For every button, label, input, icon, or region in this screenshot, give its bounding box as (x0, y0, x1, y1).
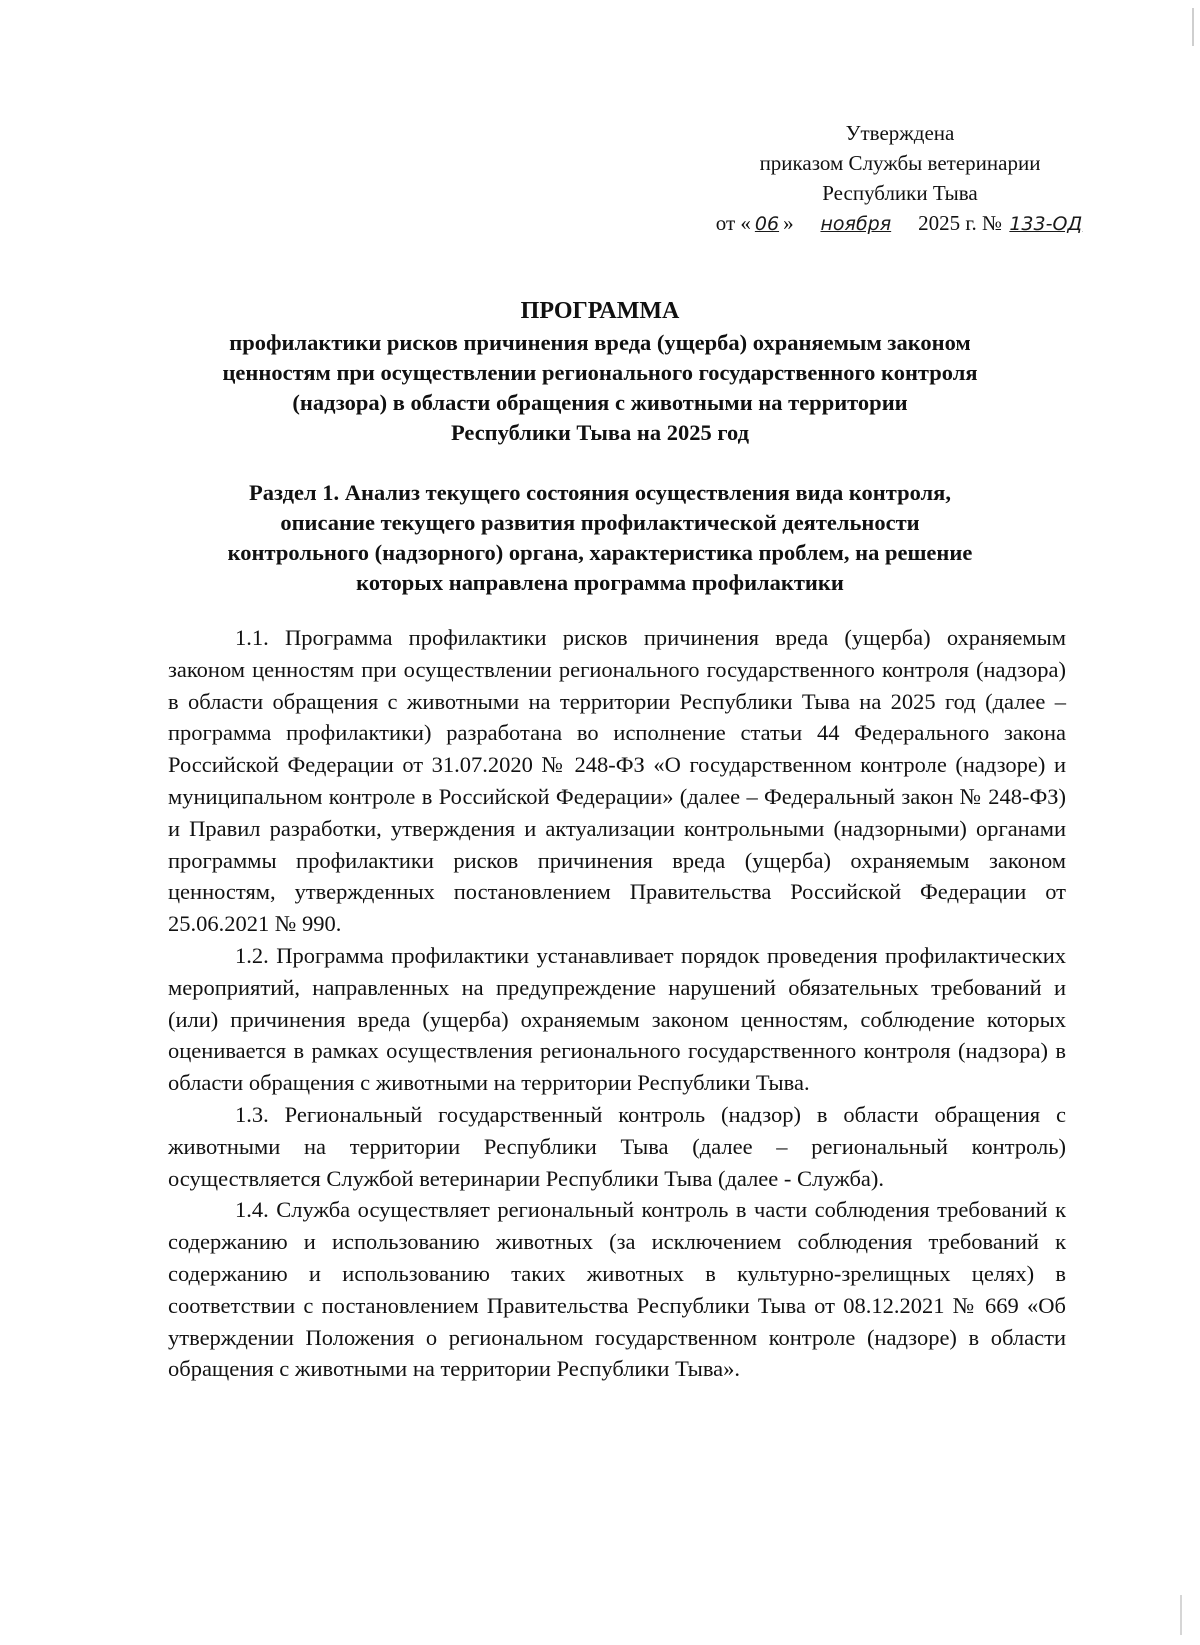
program-heading: ПРОГРАММА (520, 298, 680, 324)
paragraph-1-2: 1.2. Программа профилактики устанавливает порядок проведения профилактических мероприятий, направленных на предупреждение нарушений обязательных требований и (или) причинения вреда (ущерба) охраняемым законом ценностям, соблюдение которых оценивается в рамках осуществления регионального государственного контроля (надзора) в области обращения с животными на территории Республики Тыва. (168, 942, 1066, 1096)
approval-line-3: Республики Тыва (822, 181, 978, 205)
section-heading-line: контрольного (надзорного) органа, характеристика проблем, на решение (227, 540, 973, 565)
section-heading-line: которых направлена программа профилактики (356, 570, 844, 595)
document-body (168, 622, 1066, 1385)
program-title (150, 296, 1050, 448)
date-prefix: от « (715, 211, 751, 235)
program-title-line: ценностям при осуществлении регионального государственного контроля (222, 360, 978, 385)
section-1-heading (150, 478, 1050, 598)
section-heading-line: описание текущего развития профилактической деятельности (280, 510, 920, 535)
section-heading-line: Раздел 1. Анализ текущего состояния осуществления вида контроля, (249, 480, 951, 505)
handwritten-day: 06 (754, 213, 780, 235)
program-title-line: Республики Тыва на 2025 год (450, 420, 750, 445)
paragraph-1-3: 1.3. Региональный государственный контроль (надзор) в области обращения с животными на территории Республики Тыва (далее – региональный контроль) осуществляется Службой ветеринарии Республики Тыва (далее - Служба). (168, 1101, 1066, 1191)
paragraph-1-4: 1.4. Служба осуществляет региональный контроль в части соблюдения требований к содержанию и использованию животных (за исключением соблюдения требований к содержанию и использованию таких животных в культурно-зрелищных целях) в соответствии с постановлением Правительства Республики Тыва от 08.12.2021 № 669 «Об утверждении Положения о региональном государственном контроле (надзоре) в области обращения с животными на территории Республики Тыва». (168, 1197, 1066, 1382)
handwritten-order-number: 133-ОД (1009, 213, 1083, 235)
date-quote-close: » (783, 211, 794, 235)
program-title-line: (надзора) в области обращения с животными на территории (292, 390, 908, 415)
date-year: 2025 г. № (918, 211, 1003, 235)
scan-artifact (1192, 8, 1194, 46)
handwritten-month: ноября (820, 213, 892, 235)
approval-line-1: Утверждена (845, 121, 955, 145)
approval-date-line (690, 208, 1110, 239)
approval-stamp-block (690, 118, 1110, 239)
paragraph-1-1: 1.1. Программа профилактики рисков причинения вреда (ущерба) охраняемым законом ценностям при осуществлении регионального государственного контроля (надзора) в области обращения с животными на территории Республики Тыва на 2025 год (далее – программа профилактики) разработана во исполнение статьи 44 Федерального закона Российской Федерации от 31.07.2020 № 248-ФЗ «О государственном контроле (надзоре) и муниципальном контроле в Российской Федерации» (далее – Федеральный закон № 248-ФЗ) и Правил разработки, утверждения и актуализации контрольными (надзорными) органами программы профилактики рисков причинения вреда (ущерба) охраняемым законом ценностям, утвержденных постановлением Правительства Российской Федерации от 25.06.2021 № 990. (168, 625, 1066, 937)
approval-line-2: приказом Службы ветеринарии (759, 151, 1041, 175)
program-title-line: профилактики рисков причинения вреда (ущерба) охраняемым законом (229, 330, 971, 355)
scan-artifact (1180, 1595, 1182, 1635)
